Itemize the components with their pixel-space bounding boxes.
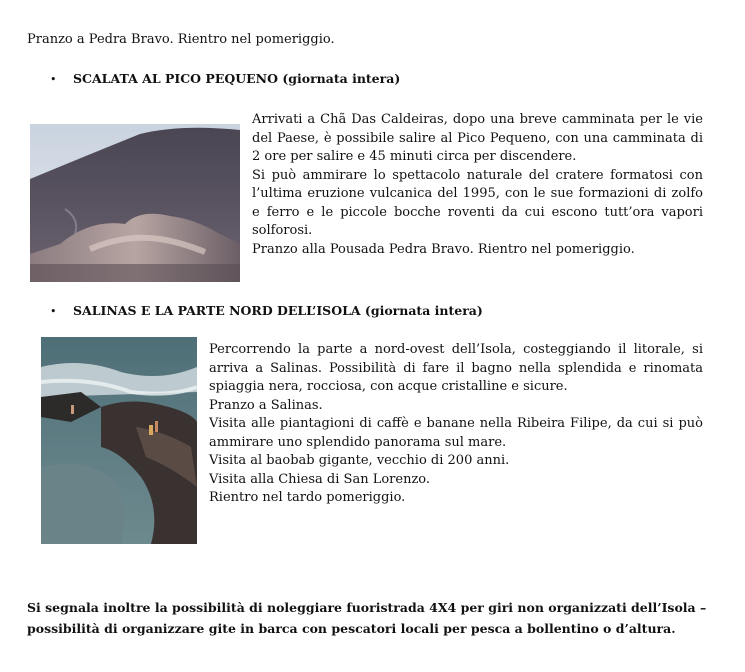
coast-photo (41, 337, 197, 544)
section2-paragraph: Pranzo a Salinas. (209, 397, 323, 413)
section2-paragraph: Percorrendo la parte a nord-ovest dell’Isola, costeggiando il litorale, si arriva a Salinas. Possibilità di fare il bagno nella splendida e rinomata spiaggia nera, rocciosa, con acque cristalline e sicure. (209, 342, 703, 394)
bullet-section1: • (50, 73, 57, 86)
section1-paragraph: Arrivati a Chã Das Caldeiras, dopo una breve camminata per le vie del Paese, è possibile salire al Pico Pequeno, con una camminata di 2 ore per salire e 45 minuti circa per discendere. (252, 112, 703, 164)
bullet-section2: • (50, 305, 57, 318)
section1-paragraph: Pranzo alla Pousada Pedra Bravo. Rientro nel pomeriggio. (252, 241, 635, 257)
section2-text (209, 341, 703, 508)
section2-paragraph: Visita alla Chiesa di San Lorenzo. (209, 471, 431, 487)
section2-paragraph: Visita alle piantagioni di caffè e banane nella Ribeira Filipe, da cui si può ammirare uno splendido panorama sul mare. (209, 416, 703, 450)
section2-paragraph: Visita al baobab gigante, vecchio di 200 anni. (209, 453, 510, 468)
section1-paragraph: Si può ammirare lo spettacolo naturale del cratere formatosi con l’ultima eruzione vulcanica del 1995, con le sue formazioni di zolfo e ferro e le piccole bocche roventi da cui escono tutt’ora vapori solforosi. (252, 167, 703, 238)
section2-heading: SALINAS E LA PARTE NORD DELL’ISOLA (giornata intera) (73, 303, 483, 318)
section1-text (252, 111, 703, 259)
volcano-photo (30, 124, 240, 282)
footer-note: Si segnala inoltre la possibilità di noleggiare fuoristrada 4X4 per giri non organizzati dell’Isola – possibilità di organizzare gite in barca con pescatori locali per pesca a bollentino o d’altura. (27, 600, 707, 636)
section2-paragraph: Rientro nel tardo pomeriggio. (209, 490, 406, 505)
intro-line: Pranzo a Pedra Bravo. Rientro nel pomeriggio. (27, 32, 335, 47)
section1-heading: SCALATA AL PICO PEQUENO (giornata intera) (73, 71, 401, 86)
